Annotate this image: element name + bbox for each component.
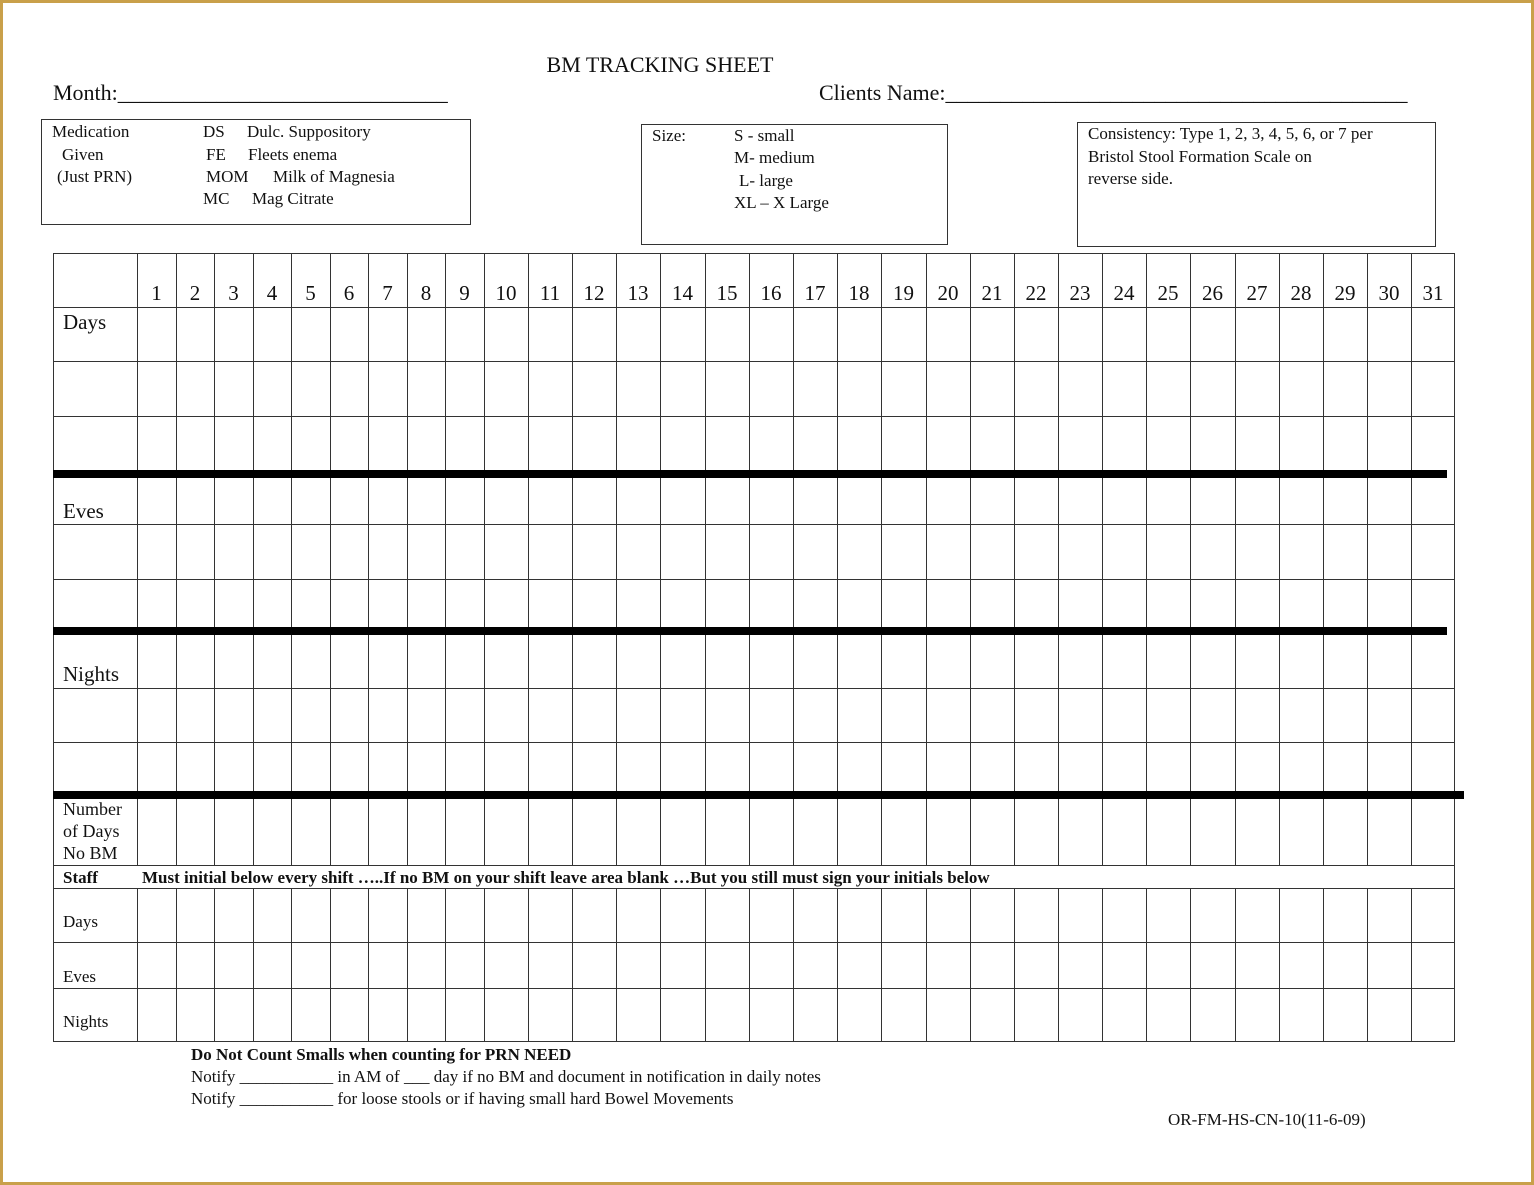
section-eves-label: Eves	[63, 499, 104, 523]
day-number: 12	[583, 281, 605, 305]
grid-row-line	[53, 524, 1455, 525]
month-label: Month:	[53, 80, 118, 105]
grid-column-line	[749, 888, 750, 1042]
grid-row-line	[53, 416, 1455, 417]
client-name-field[interactable]	[819, 80, 1407, 106]
tracking-grid	[53, 253, 1455, 1042]
section-divider	[53, 627, 1447, 635]
day-number: 1	[151, 281, 162, 305]
grid-row-line	[53, 307, 1455, 308]
grid-column-line	[1323, 888, 1324, 1042]
day-number: 29	[1334, 281, 1356, 305]
no-bm-label-3: No BM	[63, 843, 118, 863]
day-number: 19	[893, 281, 914, 305]
day-number: 22	[1025, 281, 1047, 305]
staff-nights-label: Nights	[63, 1012, 109, 1031]
day-number: 10	[495, 281, 517, 305]
grid-column-line	[445, 888, 446, 1042]
med-name-mom: Milk of Magnesia	[273, 167, 395, 186]
grid-column-line	[1411, 888, 1412, 1042]
notes-line-2: Notify ___________ for loose stools or if having small hard Bowel Movements	[191, 1089, 734, 1108]
notes-line-1: Notify ___________ in AM of ___ day if no BM and document in notification in daily notes	[191, 1067, 821, 1086]
grid-column-line	[137, 253, 138, 865]
day-number: 30	[1378, 281, 1400, 305]
grid-column-line	[1146, 888, 1147, 1042]
grid-row-line	[53, 988, 1455, 989]
grid-column-line	[572, 253, 573, 865]
day-number: 15	[716, 281, 738, 305]
consistency-line-3: reverse side.	[1088, 169, 1173, 188]
grid-column-line	[445, 253, 446, 865]
med-code-ds: DS	[203, 122, 225, 141]
grid-row-line	[53, 579, 1455, 580]
size-legend	[641, 124, 948, 245]
day-number: 14	[672, 281, 693, 305]
day-number: 11	[539, 281, 561, 305]
day-number: 27	[1246, 281, 1268, 305]
grid-column-line	[253, 888, 254, 1042]
grid-row-line	[53, 865, 1455, 866]
grid-column-line	[837, 253, 838, 865]
staff-label: Staff	[63, 868, 98, 887]
grid-column-line	[137, 888, 138, 1042]
section-divider	[53, 470, 1447, 478]
size-medium: M- medium	[734, 148, 815, 167]
no-bm-label-1: Number	[63, 799, 122, 819]
consistency-line-2: Bristol Stool Formation Scale on	[1088, 147, 1312, 166]
medication-heading-2: Given	[62, 145, 104, 164]
size-large: L- large	[739, 171, 793, 190]
grid-row-line	[53, 942, 1455, 943]
day-number: 24	[1113, 281, 1135, 305]
grid-column-line	[616, 888, 617, 1042]
grid-column-line	[214, 888, 215, 1042]
medication-heading-1: Medication	[52, 122, 130, 141]
form-code: OR-FM-HS-CN-10(11-6-09)	[1168, 1110, 1366, 1129]
day-number: 8	[420, 281, 432, 305]
med-name-fe: Fleets enema	[248, 145, 338, 164]
grid-column-line	[214, 253, 215, 865]
day-number: 3	[228, 281, 239, 305]
day-number: 17	[804, 281, 826, 305]
grid-column-line	[926, 888, 927, 1042]
grid-column-line	[1279, 253, 1280, 865]
day-number: 25	[1157, 281, 1179, 305]
med-name-ds: Dulc. Suppository	[247, 122, 371, 141]
size-heading: Size:	[652, 126, 686, 145]
grid-column-line	[1411, 253, 1412, 865]
month-field[interactable]	[53, 80, 448, 106]
grid-column-line	[368, 253, 369, 865]
client-name-label: Clients Name:	[819, 80, 946, 105]
grid-column-line	[1367, 253, 1368, 865]
day-number: 4	[266, 281, 278, 305]
day-number: 13	[627, 281, 649, 305]
grid-column-line	[705, 888, 706, 1042]
grid-column-line	[1058, 888, 1059, 1042]
grid-column-line	[926, 253, 927, 865]
day-number: 5	[305, 281, 316, 305]
grid-column-line	[749, 253, 750, 865]
grid-column-line	[1279, 888, 1280, 1042]
grid-column-line	[253, 253, 254, 865]
no-bm-label-2: of Days	[63, 821, 120, 841]
section-days-label: Days	[63, 310, 107, 334]
med-name-mc: Mag Citrate	[252, 189, 334, 208]
day-number: 2	[189, 281, 201, 305]
grid-column-line	[484, 253, 485, 865]
grid-column-line	[1014, 888, 1015, 1042]
client-name-blank: __________________________________________	[945, 80, 1408, 105]
size-xlarge: XL – X Large	[734, 193, 829, 212]
grid-column-line	[660, 888, 661, 1042]
grid-column-line	[1367, 888, 1368, 1042]
day-number: 26	[1202, 281, 1223, 305]
staff-eves-label: Eves	[63, 967, 97, 986]
grid-column-line	[1323, 253, 1324, 865]
staff-instruction: Must initial below every shift …..If no BM on your shift leave area blank …But you still must sign your initials below	[142, 868, 990, 887]
grid-column-line	[572, 888, 573, 1042]
grid-column-line	[1014, 253, 1015, 865]
grid-column-line	[616, 253, 617, 865]
section-nights-label: Nights	[63, 662, 120, 686]
grid-column-line	[528, 888, 529, 1042]
grid-column-line	[970, 253, 971, 865]
grid-row-line	[53, 361, 1455, 362]
grid-column-line	[1235, 888, 1236, 1042]
grid-column-line	[793, 253, 794, 865]
grid-column-line	[176, 253, 177, 865]
grid-column-line	[1058, 253, 1059, 865]
grid-column-line	[407, 253, 408, 865]
day-number: 16	[760, 281, 782, 305]
grid-column-line	[1146, 253, 1147, 865]
grid-column-line	[528, 253, 529, 865]
grid-column-line	[1102, 253, 1103, 865]
day-number: 7	[382, 281, 393, 305]
day-number: 20	[937, 281, 959, 305]
size-small: S - small	[734, 126, 795, 145]
grid-column-line	[330, 888, 331, 1042]
grid-column-line	[291, 253, 292, 865]
staff-days-label: Days	[63, 912, 98, 931]
notes-bold: Do Not Count Smalls when counting for PRN NEED	[191, 1045, 572, 1064]
grid-column-line	[176, 888, 177, 1042]
grid-column-line	[1190, 888, 1191, 1042]
day-number: 18	[848, 281, 870, 305]
day-number: 28	[1290, 281, 1312, 305]
sheet-title: BM TRACKING SHEET	[546, 52, 774, 77]
month-blank: ______________________________	[117, 80, 448, 105]
grid-column-line	[970, 888, 971, 1042]
grid-column-line	[484, 888, 485, 1042]
grid-row-line	[53, 888, 1455, 889]
day-number: 23	[1069, 281, 1091, 305]
section-divider	[53, 791, 1464, 799]
med-code-mom: MOM	[206, 167, 249, 186]
grid-row-line	[53, 742, 1455, 743]
grid-column-line	[368, 888, 369, 1042]
day-number: 9	[459, 281, 470, 305]
grid-column-line	[705, 253, 706, 865]
grid-column-line	[881, 888, 882, 1042]
grid-column-line	[407, 888, 408, 1042]
grid-column-line	[330, 253, 331, 865]
med-code-mc: MC	[203, 189, 230, 208]
med-code-fe: FE	[206, 145, 226, 164]
grid-row-line	[53, 688, 1455, 689]
grid-column-line	[881, 253, 882, 865]
consistency-line-1: Consistency: Type 1, 2, 3, 4, 5, 6, or 7 per	[1088, 124, 1373, 143]
day-number: 31	[1422, 281, 1444, 305]
grid-column-line	[1102, 888, 1103, 1042]
day-number: 21	[981, 281, 1003, 305]
day-number: 6	[343, 281, 355, 305]
grid-column-line	[660, 253, 661, 865]
grid-column-line	[1190, 253, 1191, 865]
grid-column-line	[1235, 253, 1236, 865]
medication-heading-3: (Just PRN)	[57, 167, 133, 186]
grid-column-line	[793, 888, 794, 1042]
grid-column-line	[837, 888, 838, 1042]
grid-column-line	[291, 888, 292, 1042]
